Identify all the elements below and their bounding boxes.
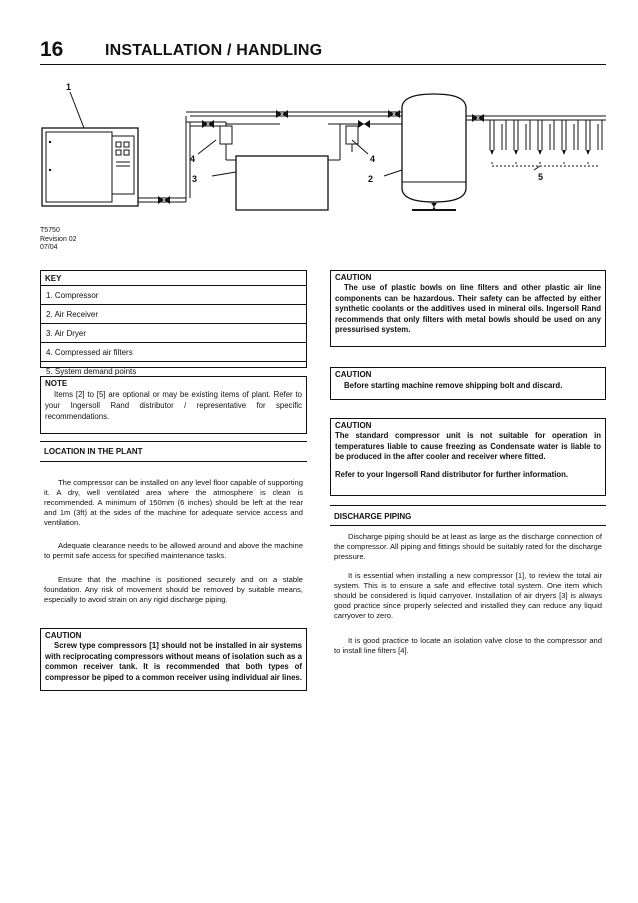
note-text: Items [2] to [5] are optional or may be existing items of plant. Refer to your Ingersoll Rand distributor / representative for specific recommendations. [45, 390, 302, 421]
caution-heading-freezing: CAUTION [335, 421, 372, 430]
location-top-rule [40, 441, 307, 442]
location-paragraph-2: Adequate clearance needs to be allowed around and above the machine to permit safe access for specified maintenance tasks. [44, 541, 303, 560]
drawing-code: T5750 [40, 227, 60, 234]
callout-2: 2 [368, 174, 374, 184]
air-dryer [236, 156, 328, 210]
callout-1: 1 [66, 82, 72, 92]
drawing-revision: Revision 02 [40, 235, 77, 243]
key-item-demand: 5. System demand points [46, 367, 137, 376]
callout-4-left: 4 [190, 154, 196, 164]
location-paragraph-1: The compressor can be installed on any level floor capable of supporting it. A dry, well ventilated area where the atmosphere is clean is recommended. A minimum of 150mm (6 inches) should be left at the rear and 1m (3ft) at the sides of the machine for adequate service access and ventilation. [44, 478, 303, 527]
demand-points [490, 120, 602, 166]
location-paragraph-3: Ensure that the machine is positioned securely and on a stable foundation. Any risk of movement should be removed by suitable means, especially to avoid strain on any rigid discharge piping. [44, 575, 303, 604]
page-title: INSTALLATION / HANDLING [105, 42, 323, 59]
caution-heading-screw: CAUTION [45, 631, 82, 640]
note-heading: NOTE [45, 379, 68, 388]
key-item-dryer: 3. Air Dryer [41, 324, 306, 343]
caution-text-plastic: The use of plastic bowls on line filters and other plastic air line components can be hazardous. Their safety can be affected by either synthetic coolants or the additives used in mineral oils. Ingersoll Rand recommends that only filters with metal bowls should be used on any pressurised system. [335, 283, 601, 334]
caution-box-plastic [330, 270, 606, 347]
discharge-paragraph-3: It is good practice to locate an isolation valve close to the compressor and to install line filters [4]. [334, 636, 602, 655]
discharge-bottom-rule [330, 525, 606, 526]
key-item-compressor: 1. Compressor [41, 286, 306, 305]
page-number: 16 [40, 38, 64, 61]
caution-box-freezing [330, 418, 606, 496]
key-box [40, 270, 307, 376]
key-heading: KEY [41, 271, 306, 286]
location-bottom-rule [40, 461, 307, 462]
callout-3: 3 [192, 174, 198, 184]
discharge-top-rule [330, 505, 606, 506]
compressor-unit [42, 128, 138, 206]
caution-box-screw [40, 628, 307, 691]
caution-heading-plastic: CAUTION [335, 273, 372, 282]
discharge-heading: DISCHARGE PIPING [334, 512, 412, 521]
callout-5: 5 [538, 172, 544, 182]
caution-text-distributor: Refer to your Ingersoll Rand distributor for further information. [335, 469, 569, 479]
caution-box-bolt [330, 367, 606, 400]
discharge-paragraph-2: It is essential when installing a new compressor [1], to review the total air system. This is to ensure a safe and effective total system. One item which should be considered is liquid carryover. Installation of air dryers [3] is always good practice since properly selected and installed they can reduce any liquid carryover to zero. [334, 571, 602, 620]
caution-text-bolt: Before starting machine remove shipping bolt and discard. [344, 381, 563, 390]
installation-diagram [40, 70, 606, 220]
callout-4-right: 4 [370, 154, 376, 164]
discharge-paragraph-1: Discharge piping should be at least as large as the discharge connection of the compressor. All piping and fittings should be suitably rated for the discharge pressure. [334, 532, 602, 561]
drawing-date: 07/04 [40, 244, 58, 251]
key-item-filters: 4. Compressed air filters [41, 343, 306, 362]
location-heading: LOCATION IN THE PLANT [44, 447, 143, 456]
header-rule [40, 64, 606, 65]
caution-text-screw: Screw type compressors [1] should not be installed in air systems with reciprocating compressors without means of isolation such as a common receiver tank. It is recommended that both types of compressor be piped to a common receiver using individual air lines. [45, 641, 302, 682]
note-box [40, 376, 307, 434]
drawing-reference [40, 227, 77, 253]
caution-heading-bolt: CAUTION [335, 370, 372, 379]
key-item-receiver: 2. Air Receiver [41, 305, 306, 324]
caution-text-freezing: The standard compressor unit is not suitable for operation in temperatures liable to cause freezing as Condensate water is liable to be produced in the after cooler and receiver where fitted. [335, 431, 601, 461]
air-receiver [402, 94, 466, 202]
